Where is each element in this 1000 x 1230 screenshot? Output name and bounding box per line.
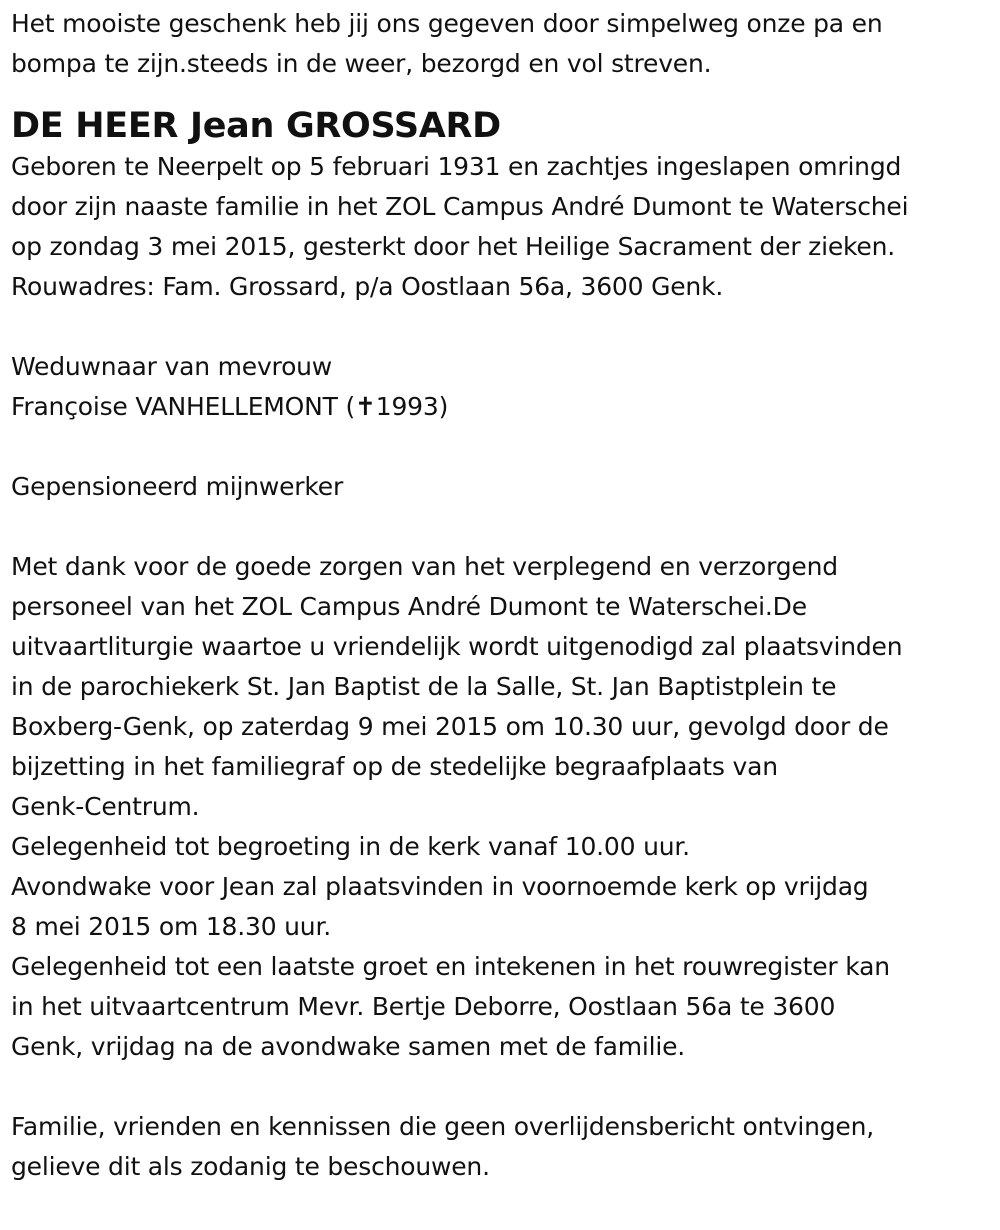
closing-line: Familie, vrienden en kennissen die geen overlijdensbericht ontvingen,: [11, 1112, 875, 1141]
funeral-line: Genk-Centrum.: [11, 792, 200, 821]
funeral-line: in het uitvaartcentrum Mevr. Bertje Deborre, Oostlaan 56a te 3600: [11, 992, 836, 1021]
details-line: Geboren te Neerpelt op 5 februari 1931 en zachtjes ingeslapen omringd: [11, 152, 902, 181]
details-line: door zijn naaste familie in het ZOL Campus André Dumont te Waterschei: [11, 192, 909, 221]
funeral-details: [11, 547, 996, 1067]
spacer: [11, 1067, 996, 1107]
widower-line: Weduwnaar van mevrouw: [11, 352, 333, 381]
details-line: op zondag 3 mei 2015, gesterkt door het Heilige Sacrament der zieken.: [11, 232, 895, 261]
funeral-line: in de parochiekerk St. Jan Baptist de la Salle, St. Jan Baptistplein te: [11, 672, 837, 701]
widower-info: [11, 347, 996, 427]
occupation: Gepensioneerd mijnwerker: [11, 472, 344, 501]
funeral-line: Genk, vrijdag na de avondwake samen met de familie.: [11, 1032, 686, 1061]
mourning-address: Rouwadres: Fam. Grossard, p/a Oostlaan 56a, 3600 Genk.: [11, 272, 724, 301]
funeral-line: Boxberg-Genk, op zaterdag 9 mei 2015 om 10.30 uur, gevolgd door de: [11, 712, 889, 741]
funeral-line: Avondwake voor Jean zal plaatsvinden in voornoemde kerk op vrijdag: [11, 872, 869, 901]
closing-note: [11, 1107, 996, 1187]
spouse-name: Françoise VANHELLEMONT (✝1993): [11, 392, 449, 421]
spacer: [11, 307, 996, 347]
funeral-line: 8 mei 2015 om 18.30 uur.: [11, 912, 331, 941]
occupation-info: [11, 467, 996, 507]
funeral-line: uitvaartliturgie waartoe u vriendelijk wordt uitgenodigd zal plaatsvinden: [11, 632, 903, 661]
spacer: [11, 427, 996, 467]
intro-verse: [11, 4, 996, 84]
spacer: [11, 507, 996, 547]
intro-line: Het mooiste geschenk heb jij ons gegeven door simpelweg onze pa en: [11, 9, 883, 38]
funeral-line: Gelegenheid tot een laatste groet en intekenen in het rouwregister kan: [11, 952, 890, 981]
birth-death-details: [11, 147, 996, 307]
funeral-line: Gelegenheid tot begroeting in de kerk vanaf 10.00 uur.: [11, 832, 690, 861]
funeral-line: bijzetting in het familiegraf op de stedelijke begraafplaats van: [11, 752, 778, 781]
obituary-document: [11, 4, 996, 1187]
intro-line: bompa te zijn.steeds in de weer, bezorgd en vol streven.: [11, 49, 712, 78]
funeral-line: Met dank voor de goede zorgen van het verplegend en verzorgend: [11, 552, 838, 581]
funeral-line: personeel van het ZOL Campus André Dumont te Waterschei.De: [11, 592, 807, 621]
deceased-name-title: DE HEER Jean GROSSARD: [11, 106, 501, 146]
closing-line: gelieve dit als zodanig te beschouwen.: [11, 1152, 490, 1181]
